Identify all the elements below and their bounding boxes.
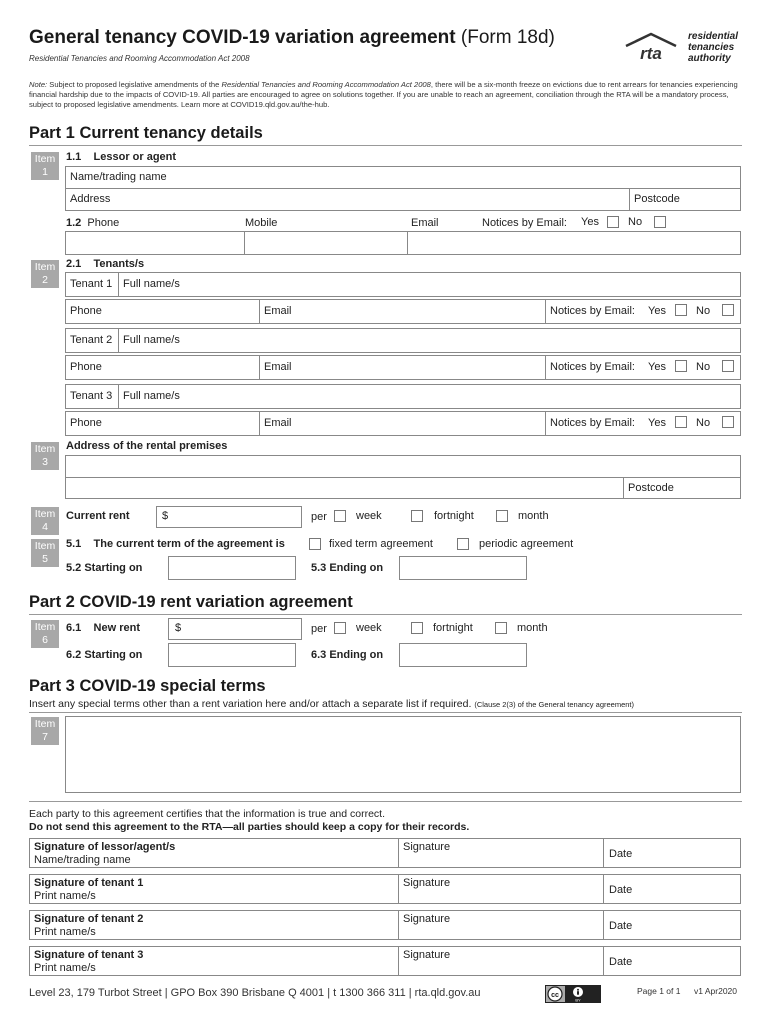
new-rent-week-checkbox[interactable]	[334, 622, 346, 634]
sig-tenant3-name-field[interactable]: Print name/s	[34, 962, 96, 974]
part1-divider	[29, 145, 742, 146]
current-rent-label: Current rent	[66, 510, 130, 522]
footer-address: Level 23, 179 Turbot Street | GPO Box 390 Brisbane Q 4001 | t 1300 366 311 | rta.qld.gov.au	[29, 987, 481, 999]
tenant2-notices-no-checkbox[interactable]	[722, 360, 734, 372]
sig-tenant1-name-field[interactable]: Print name/s	[34, 890, 96, 902]
new-rent-start-date-input[interactable]	[168, 643, 296, 667]
version-label: v1 Apr2020	[694, 986, 738, 996]
rental-address-label: Address of the rental premises	[66, 440, 228, 452]
sig-tenant1-signature-field[interactable]: Signature	[403, 877, 451, 889]
new-rent-end-date-input[interactable]	[399, 643, 527, 667]
per-label: per	[311, 511, 327, 523]
new-rent-fortnight-checkbox[interactable]	[411, 622, 423, 634]
tenant3-notices-no-checkbox[interactable]	[722, 416, 734, 428]
rta-logo-text: residential tenancies authority	[688, 31, 739, 64]
item-3-badge: Item 3	[31, 442, 59, 470]
tenant3-fullname-field[interactable]: Full name/s	[123, 390, 180, 402]
tenant2-notices-yes-checkbox[interactable]	[675, 360, 687, 372]
new-starting-on-label: 6.2 Starting on	[66, 649, 143, 661]
notices-label: Notices by Email:	[482, 217, 567, 229]
section-5-1-label: 5.1 The current term of the agreement is	[66, 538, 285, 550]
tenant1-contact-box	[65, 299, 741, 324]
tenant2-notices-label: Notices by Email:	[550, 361, 635, 373]
new-ending-on-label: 6.3 Ending on	[311, 649, 384, 661]
item-4-badge: Item 4	[31, 507, 59, 535]
tenant3-phone-field[interactable]: Phone	[70, 417, 102, 429]
lessor-notices-yes-checkbox[interactable]	[607, 216, 619, 228]
tenant3-notices-yes-checkbox[interactable]	[675, 416, 687, 428]
warning-text: Do not send this agreement to the RTA—all parties should keep a copy for their records.	[29, 821, 470, 833]
tenant2-fullname-field[interactable]: Full name/s	[123, 334, 180, 346]
yes-label: Yes	[581, 216, 599, 228]
lessor-postcode-field[interactable]: Postcode	[634, 193, 680, 205]
sig-tenant2-signature-field[interactable]: Signature	[403, 913, 451, 925]
tenant1-phone-field[interactable]: Phone	[70, 305, 102, 317]
new-month-label: month	[517, 622, 548, 634]
item-1-badge: Item 1	[31, 152, 59, 180]
part3-heading: Part 3 COVID-19 special terms	[29, 677, 266, 695]
term-end-date-input[interactable]	[399, 556, 527, 580]
sig-lessor-signature-field[interactable]: Signature	[403, 841, 451, 853]
sig-tenant1-date-field[interactable]: Date	[609, 884, 633, 896]
creative-commons-icon	[545, 985, 601, 1003]
section-6-1-label: 6.1 New rent	[66, 622, 140, 634]
sig-tenant2-title: Signature of tenant 2	[34, 913, 144, 925]
ending-on-label: 5.3 Ending on	[311, 562, 384, 574]
current-rent-fortnight-checkbox[interactable]	[411, 510, 423, 522]
tenant3-no-label: No	[696, 417, 711, 429]
fortnight-label: fortnight	[434, 510, 474, 522]
tenant2-email-field[interactable]: Email	[264, 361, 292, 373]
month-label: month	[518, 510, 549, 522]
tenant3-contact-box	[65, 411, 741, 436]
sig-tenant2-date-field[interactable]: Date	[609, 920, 633, 932]
certify-text: Each party to this agreement certifies that the information is true and correct.	[29, 808, 386, 820]
sig-lessor-name-field[interactable]: Name/trading name	[34, 854, 131, 866]
sig-tenant3-title: Signature of tenant 3	[34, 949, 144, 961]
special-terms-textarea[interactable]	[65, 716, 741, 793]
rta-logo-icon	[622, 32, 680, 62]
tenant3-notices-label: Notices by Email:	[550, 417, 635, 429]
term-start-date-input[interactable]	[168, 556, 296, 580]
lessor-contact-box	[65, 231, 741, 255]
part3-divider	[29, 712, 742, 713]
new-rent-input[interactable]	[168, 618, 302, 640]
sig-tenant1-title: Signature of tenant 1	[34, 877, 144, 889]
fixed-term-checkbox[interactable]	[309, 538, 321, 550]
part2-divider	[29, 614, 742, 615]
tenant3-yes-label: Yes	[648, 417, 666, 429]
tenant1-no-label: No	[696, 305, 711, 317]
sig-lessor-title: Signature of lessor/agent/s	[34, 841, 176, 853]
mobile-label: Mobile	[245, 217, 278, 229]
week-label: week	[356, 510, 382, 522]
section-1-1-label: 1.1 Lessor or agent	[66, 151, 177, 163]
new-rent-dollar: $	[175, 622, 182, 634]
tenant2-no-label: No	[696, 361, 711, 373]
periodic-checkbox[interactable]	[457, 538, 469, 550]
tenant1-yes-label: Yes	[648, 305, 666, 317]
lessor-name-field[interactable]: Name/trading name	[70, 171, 167, 183]
sig-tenant2-name-field[interactable]: Print name/s	[34, 926, 96, 938]
new-fortnight-label: fortnight	[433, 622, 473, 634]
item-5-badge: Item 5	[31, 539, 59, 567]
sig-lessor-date-field[interactable]: Date	[609, 848, 633, 860]
tenant1-notices-no-checkbox[interactable]	[722, 304, 734, 316]
tenant1-notices-label: Notices by Email:	[550, 305, 635, 317]
current-rent-month-checkbox[interactable]	[496, 510, 508, 522]
part1-heading: Part 1 Current tenancy details	[29, 124, 263, 142]
periodic-label: periodic agreement	[479, 538, 574, 550]
sig-tenant3-date-field[interactable]: Date	[609, 956, 633, 968]
tenant2-contact-box	[65, 355, 741, 380]
tenant1-fullname-field[interactable]: Full name/s	[123, 278, 180, 290]
covid-note: Note: Subject to proposed legislative amendments of the Residential Tenancies and Rooming Accommodation Act 2008, there will be a six-month freeze on evictions due to rent arrears for tenancies experiencing financial hardship due to the impacts of COVID-19. All parties are encouraged to agree on solutions together. If you are unable to reach an agreement, conciliation through the RTA will be a mandatory process, subject to proposed legislative amendments. Learn more at COVID19.qld.gov.au/the-hub.	[29, 80, 738, 109]
tenant1-notices-yes-checkbox[interactable]	[675, 304, 687, 316]
section-2-1-label: 2.1 Tenants/s	[66, 258, 145, 270]
starting-on-label: 5.2 Starting on	[66, 562, 143, 574]
tenant3-label: Tenant 3	[70, 390, 113, 402]
form-subtitle: Residential Tenancies and Rooming Accommodation Act 2008	[29, 54, 250, 63]
part2-heading: Part 2 COVID-19 rent variation agreement	[29, 593, 353, 611]
form-title: General tenancy COVID-19 variation agreement (Form 18d)	[29, 27, 555, 48]
item-6-badge: Item 6	[31, 620, 59, 648]
new-week-label: week	[356, 622, 382, 634]
svg-text:rta: rta	[640, 44, 662, 62]
new-rent-month-checkbox[interactable]	[495, 622, 507, 634]
page-number: Page 1 of 1	[637, 986, 681, 996]
no-label: No	[628, 216, 643, 228]
item-2-badge: Item 2	[31, 260, 59, 288]
tenant1-label: Tenant 1	[70, 278, 113, 290]
sig-tenant3-signature-field[interactable]: Signature	[403, 949, 451, 961]
current-rent-week-checkbox[interactable]	[334, 510, 346, 522]
svg-text:cc: cc	[551, 992, 559, 999]
tenant2-label: Tenant 2	[70, 334, 113, 346]
rental-postcode-field[interactable]: Postcode	[628, 482, 674, 494]
lessor-notices-no-checkbox[interactable]	[654, 216, 666, 228]
item-7-badge: Item 7	[31, 717, 59, 745]
svg-text:BY: BY	[575, 997, 581, 1003]
new-rent-per-label: per	[311, 623, 327, 635]
fixed-term-label: fixed term agreement	[329, 538, 433, 550]
tenant2-phone-field[interactable]: Phone	[70, 361, 102, 373]
current-rent-input[interactable]	[156, 506, 302, 528]
part3-instruction: Insert any special terms other than a rent variation here and/or attach a separate list if required. (Clause 2(3) of the General tenancy agreement)	[29, 698, 634, 710]
tenant1-email-field[interactable]: Email	[264, 305, 292, 317]
tenant2-yes-label: Yes	[648, 361, 666, 373]
lessor-address-field[interactable]: Address	[70, 193, 111, 205]
tenant3-email-field[interactable]: Email	[264, 417, 292, 429]
dollar-sign: $	[162, 510, 169, 522]
section-1-2-label: 1.2 Phone	[66, 217, 120, 229]
email-label: Email	[411, 217, 439, 229]
